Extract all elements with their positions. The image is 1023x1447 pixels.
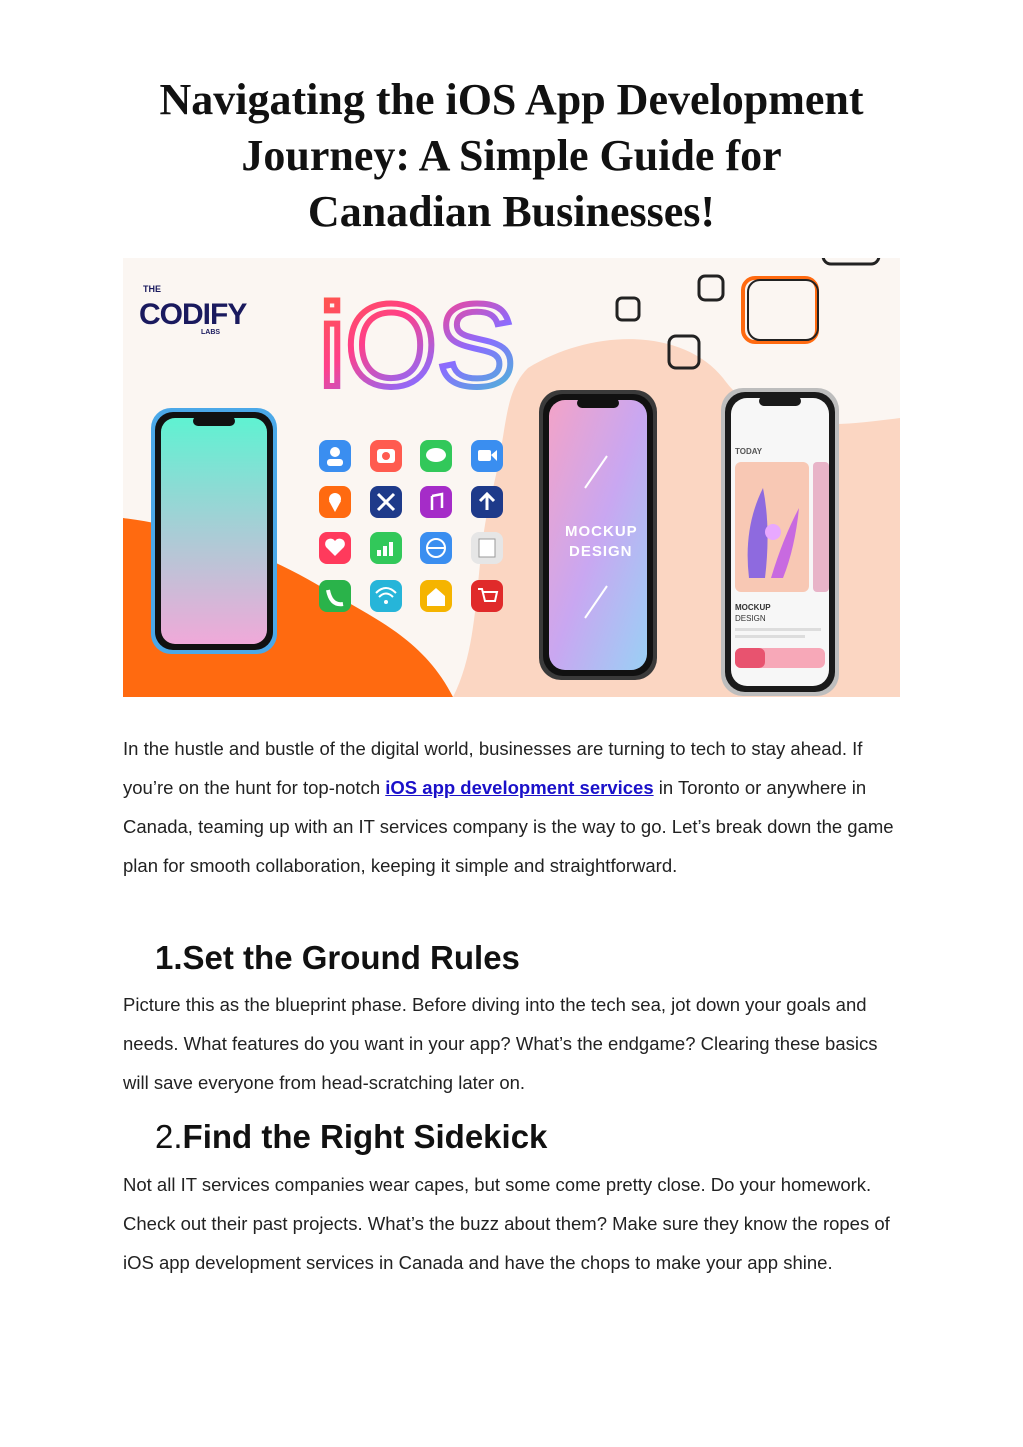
ios-services-link[interactable]: iOS app development services [385, 777, 654, 798]
logo-labs: LABS [201, 329, 221, 336]
section-1-body: Picture this as the blueprint phase. Before diving into the tech sea, jot down your goals and needs. What features do you want in your app? What’s the endgame? Clearing these basics will save everyone from head-scratching later on. [123, 994, 878, 1093]
section-2-heading-text: Find the Right Sidekick [182, 1118, 548, 1155]
phone-center [539, 390, 657, 680]
logo-the: THE [143, 284, 161, 294]
intro-text-before-link: In the hustle and bustle of the digital world, businesses are turning to tech to stay ahead. If you’re on the hunt for top-notch [123, 738, 863, 798]
mockup-center-line1: MOCKUP [565, 523, 638, 540]
phone-left [151, 408, 277, 654]
page-title [60, 72, 963, 240]
intro-paragraph [123, 729, 903, 885]
title-line-1: Navigating the iOS App Development [159, 75, 864, 124]
app-icon-grid [319, 440, 503, 612]
phone-right [721, 388, 839, 696]
mockup-right-line2: DESIGN [735, 614, 766, 623]
section-2-number: 2. [155, 1118, 183, 1155]
intro-text-after-link: in Toronto or anywhere in Canada, teaming up with an IT services company is the way to go. Let’s break down the game plan for smooth collaboration, keeping it simple and straightforward. [123, 777, 894, 876]
section-2-heading [155, 1117, 547, 1157]
section-1-heading [155, 938, 520, 978]
logo-main: CODIFY [139, 298, 247, 331]
title-line-2: Journey: A Simple Guide for [241, 131, 782, 180]
mockup-center-line2: DESIGN [569, 543, 633, 560]
section-1-heading-text: Set the Ground Rules [182, 939, 520, 976]
section-2-body: Not all IT services companies wear capes, but some come pretty close. Do your homework. Check out their past projects. What’s the buzz about them? Make sure they know the ropes of iOS app development services in Canada and have the chops to make your app shine. [123, 1174, 890, 1273]
codify-labs-logo [139, 284, 247, 336]
hero-image [123, 258, 900, 697]
mockup-right-line1: MOCKUP [735, 603, 771, 612]
title-line-3: Canadian Businesses! [307, 187, 716, 236]
ios-wordmark: iOS [319, 280, 516, 412]
section-1-number: 1. [155, 939, 183, 976]
mockup-right-today: TODAY [735, 447, 763, 456]
